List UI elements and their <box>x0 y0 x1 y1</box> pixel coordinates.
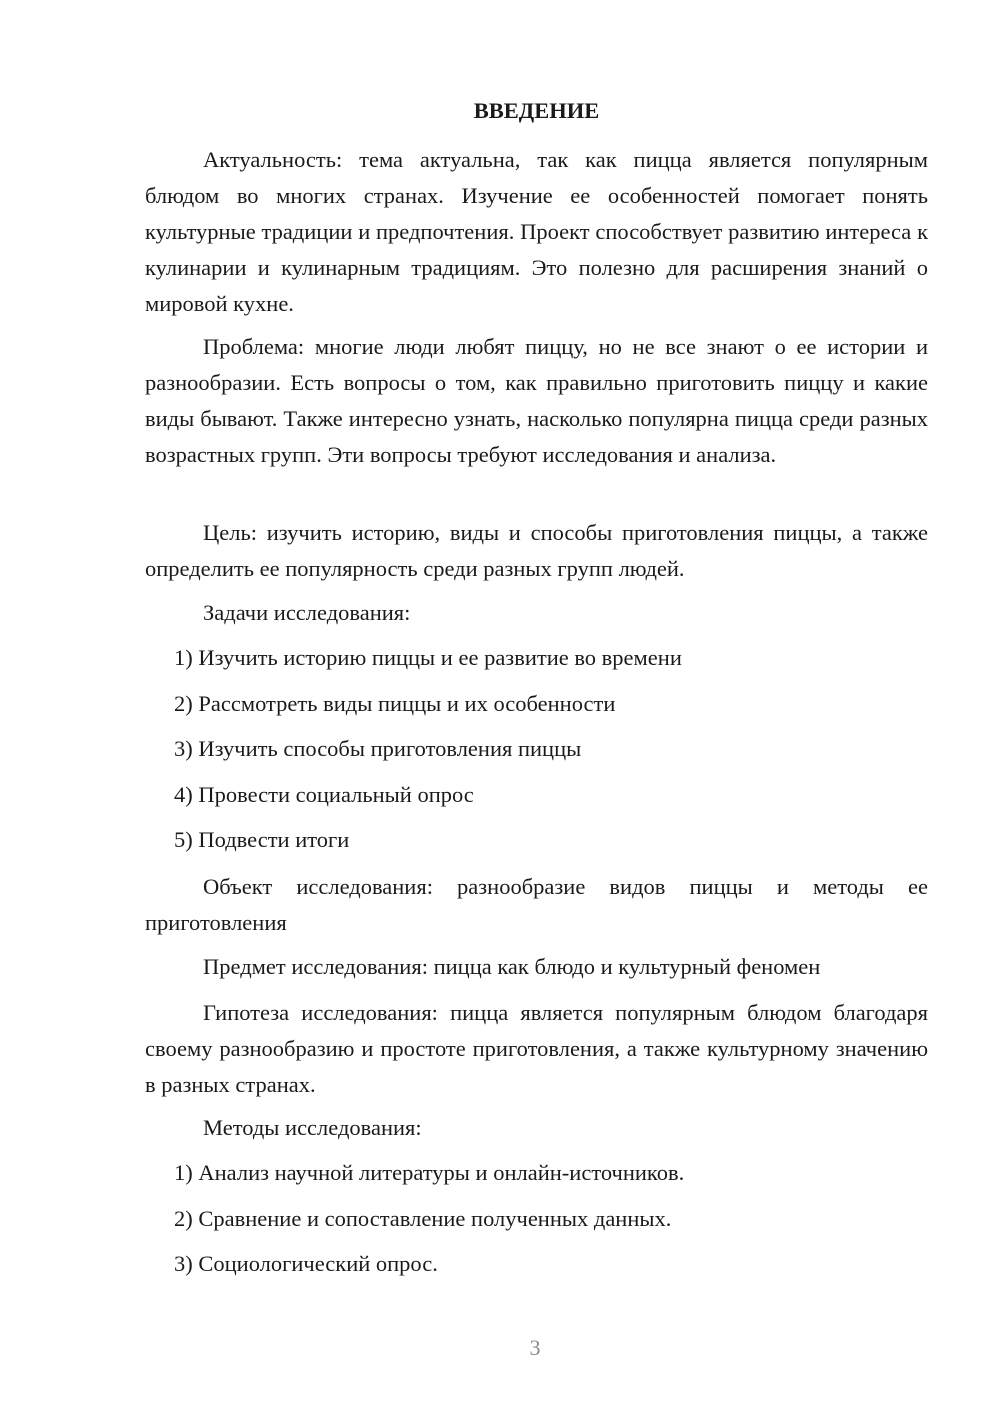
method-item: 1) Анализ научной литературы и онлайн-источников. <box>174 1160 685 1185</box>
task-item: 3) Изучить способы приготовления пиццы <box>174 736 582 761</box>
methods-title: Методы исследования: <box>203 1115 422 1140</box>
task-item: 4) Провести социальный опрос <box>174 782 474 807</box>
problem-paragraph: Проблема: многие люди любят пиццу, но не все знают о ее истории и разнообразии. Есть вопросы о том, как правильно приготовить пиццу и какие виды бывают. Также интересно узнать, насколько популярна пицца среди разных возрастных групп. Эти вопросы требуют исследования и анализа. <box>145 334 928 467</box>
subject-paragraph: Предмет исследования: пицца как блюдо и культурный феномен <box>203 954 821 979</box>
method-item: 3) Социологический опрос. <box>174 1251 438 1276</box>
relevance-paragraph: Актуальность: тема актуальна, так как пицца является популярным блюдом во многих странах. Изучение ее особенностей помогает понять культурные традиции и предпочтения. Проект способствует развитию интереса к кулинарии и кулинарным традициям. Это полезно для расширения знаний о мировой кухне. <box>145 147 928 316</box>
section-heading: ВВЕДЕНИЕ <box>473 98 600 123</box>
task-item: 5) Подвести итоги <box>174 827 350 852</box>
goal-paragraph: Цель: изучить историю, виды и способы приготовления пиццы, а также определить ее популярность среди разных групп людей. <box>145 520 928 581</box>
task-item: 2) Рассмотреть виды пиццы и их особенности <box>174 691 616 716</box>
method-item: 2) Сравнение и сопоставление полученных данных. <box>174 1206 672 1231</box>
hypothesis-paragraph: Гипотеза исследования: пицца является популярным блюдом благодаря своему разнообразию и простоте приготовления, а также культурному значению в разных странах. <box>145 1000 928 1097</box>
object-paragraph: Объект исследования: разнообразие видов пиццы и методы ее приготовления <box>145 874 928 935</box>
task-item: 1) Изучить историю пиццы и ее развитие во времени <box>174 645 682 670</box>
tasks-title: Задачи исследования: <box>203 600 411 625</box>
page-number: 3 <box>529 1335 541 1360</box>
